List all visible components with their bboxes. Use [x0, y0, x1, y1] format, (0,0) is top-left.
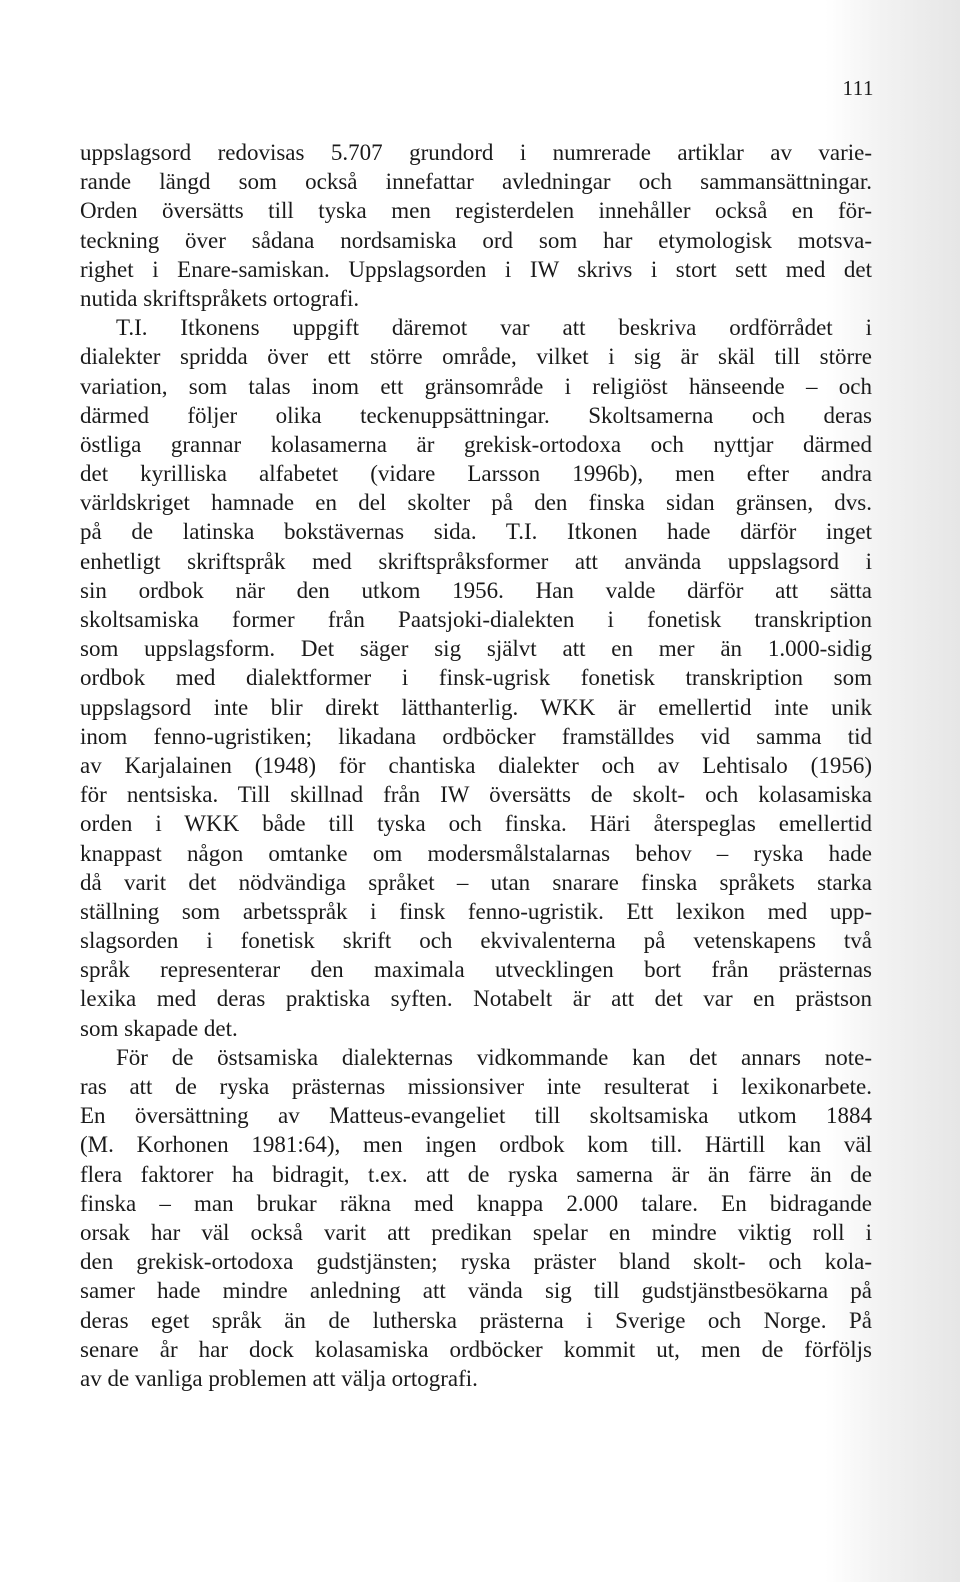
text-line: righet i Enare-samiskan. Uppslagsorden i IW skrivs i stort sett med det [80, 256, 872, 282]
text-line: på de latinska bokstävernas sida. T.I. Itkonen hade därför inget [80, 519, 872, 545]
text-line: nutida skriftspråkets ortografi. [80, 285, 360, 311]
text-line: slagsorden i fonetisk skrift och ekvivalenterna på vetenskapens två [80, 928, 872, 954]
text-line: språk representerar den maximala utvecklingen bort från prästernas [80, 957, 872, 983]
text-line: uppslagsord redovisas 5.707 grundord i numrerade artiklar av varie- [80, 140, 872, 165]
text-line: då varit det nödvändiga språket – utan snarare finska språkets starka [80, 869, 872, 895]
text-line: som uppslagsform. Det säger sig självt att en mer än 1.000-sidig [80, 636, 872, 662]
text-line: ställning som arbetsspråk i finsk fenno-ugristik. Ett lexikon med upp- [80, 898, 872, 924]
text-line: T.I. Itkonens uppgift däremot var att beskriva ordförrådet i [116, 315, 872, 341]
text-line: av Karjalainen (1948) för chantiska dialekter och av Lehtisalo (1956) [80, 752, 872, 778]
text-line: därmed följer olika teckenuppsättningar. Skoltsamerna och deras [80, 402, 872, 428]
text-line: variation, som talas inom ett gränsområde i religiöst hänseende – och [80, 373, 872, 399]
text-line: dialekter spridda över ett större område, vilket i sig är skäl till större [80, 344, 872, 370]
text-line: för nentsiska. Till skillnad från IW översätts de skolt- och kolasamiska [80, 782, 872, 808]
text-line: orden i WKK både till tyska och finska. Häri återspeglas emellertid [80, 811, 872, 837]
text-line: uppslagsord inte blir direkt lätthanterlig. WKK är emellertid inte unik [80, 694, 872, 720]
text-line: En översättning av Matteus-evangeliet till skoltsamiska utkom 1884 [80, 1103, 872, 1129]
text-line: inom fenno-ugristiken; likadana ordböcker framställdes vid samma tid [80, 723, 872, 749]
text-line: rande längd som också innefattar avledningar och sammansättningar. [80, 169, 872, 195]
text-line: senare år har dock kolasamiska ordböcker kommit ut, men de förföljs [80, 1336, 872, 1362]
text-line: finska – man brukar räkna med knappa 2.000 talare. En bidragande [80, 1190, 872, 1216]
text-line: orsak har väl också varit att predikan spelar en mindre viktig roll i [80, 1219, 872, 1245]
text-line: ordbok med dialektformer i finsk-ugrisk fonetisk transkription som [80, 665, 872, 691]
body-text [80, 138, 872, 1393]
text-line: sin ordbok när den utkom 1956. Han valde därför att sätta [80, 577, 872, 603]
text-line: östliga grannar kolasamerna är grekisk-ortodoxa och nyttjar därmed [80, 431, 872, 457]
text-line: ras att de ryska prästernas missionsiver inte resulterat i lexikonarbete. [80, 1074, 872, 1099]
text-line: som skapade det. [80, 1015, 238, 1041]
text-line: knappast någon omtanke om modersmålstalarnas behov – ryska hade [80, 840, 872, 866]
text-line: den grekisk-ortodoxa gudstjänsten; ryska präster bland skolt- och kola- [80, 1249, 872, 1275]
text-line: samer hade mindre anledning att vända sig till gudstjänstbesökarna på [80, 1278, 872, 1304]
text-line: teckning över sådana nordsamiska ord som har etymologisk motsva- [80, 227, 872, 253]
text-line: det kyrilliska alfabetet (vidare Larsson 1996b), men efter andra [80, 461, 872, 487]
text-line: enhetligt skriftspråk med skriftspråksformer att använda uppslagsord i [80, 548, 872, 574]
text-line: (M. Korhonen 1981:64), men ingen ordbok kom till. Härtill kan väl [80, 1132, 872, 1158]
text-line: För de östsamiska dialekternas vidkommande kan det annars note- [116, 1044, 872, 1070]
text-line: skoltsamiska former från Paatsjoki-dialekten i fonetisk transkription [80, 607, 872, 632]
text-line: av de vanliga problemen att välja ortografi. [80, 1365, 478, 1391]
text-line: lexika med deras praktiska syften. Notabelt är att det var en prästson [80, 986, 872, 1012]
page-number: 111 [842, 76, 874, 100]
text-line: deras eget språk än de lutherska prästerna i Sverige och Norge. På [80, 1307, 872, 1333]
text-line: Orden översätts till tyska men registerdelen innehåller också en för- [80, 198, 872, 224]
text-line: flera faktorer ha bidragit, t.ex. att de ryska samerna är än färre än de [80, 1161, 872, 1187]
text-line: världskriget hamnade en del skolter på den finska sidan gränsen, dvs. [80, 490, 872, 516]
